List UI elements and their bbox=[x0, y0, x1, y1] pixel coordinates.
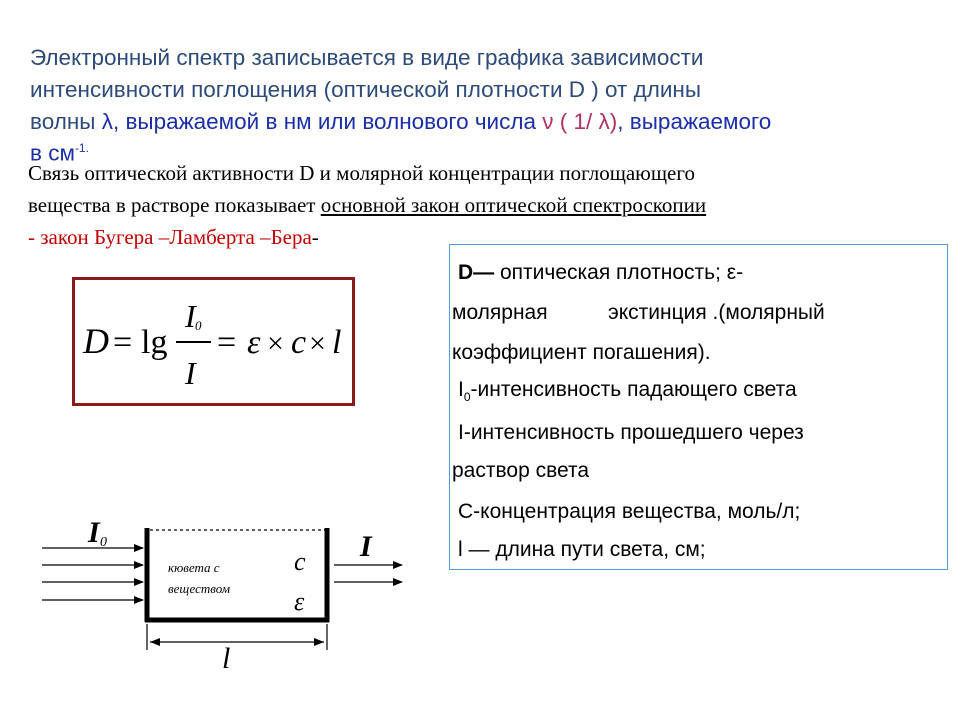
path-length-dimension bbox=[147, 624, 327, 650]
cuvette-diagram bbox=[0, 500, 440, 720]
formula-I0-sub: 0 bbox=[195, 318, 202, 333]
legend-i0: I bbox=[458, 378, 464, 401]
intro-line-1: Электронный спектр записывается в виде графика зависимости bbox=[30, 45, 704, 70]
diagram-i-out-label: I bbox=[360, 530, 372, 563]
legend-line-2a: молярная bbox=[452, 301, 548, 324]
formula-eq-1: = bbox=[113, 324, 133, 361]
formula-lg: lg bbox=[141, 324, 168, 361]
legend-line-5: I-интенсивность прошедшего через bbox=[458, 421, 804, 444]
legend-line-2b: экстинция .(молярный bbox=[608, 301, 825, 324]
legend-box bbox=[449, 244, 948, 570]
legend-line-8: l — длина пути света, см; bbox=[458, 538, 706, 561]
legend-line-3: коэффициент погашения). bbox=[452, 341, 711, 364]
law-line-3-a: - bbox=[28, 225, 41, 249]
intro-line-2: интенсивности поглощения (оптической плотности D ) от длины bbox=[30, 77, 702, 102]
formula-c: c bbox=[291, 324, 307, 361]
intro-line-3-a: волны bbox=[30, 109, 102, 134]
diagram-l-label: l bbox=[222, 642, 231, 675]
legend-line-4-rest: -интенсивность падающего света bbox=[470, 378, 797, 401]
law-line-3-b: - bbox=[311, 225, 319, 249]
cuvette-label-2: веществом bbox=[168, 581, 231, 596]
legend-line-1-rest: оптическая плотность; ε- bbox=[494, 261, 744, 284]
formula-D: D bbox=[83, 321, 109, 361]
intro-nu-text: ν ( 1/ λ) bbox=[542, 109, 618, 134]
diagram-c-label: c bbox=[294, 547, 306, 576]
formula-epsilon: ε bbox=[247, 324, 261, 361]
intro-lambda-text: λ, выражаемой в нм или волнового числа bbox=[101, 109, 543, 134]
law-line-2 bbox=[28, 189, 928, 221]
diagram-i0-label: I bbox=[88, 516, 100, 549]
intro-line-3 bbox=[30, 106, 930, 138]
law-line-2-a: вещества в растворе показывает bbox=[28, 193, 321, 217]
formula-eq-2: = bbox=[217, 324, 237, 361]
intro-line-4-text: в см bbox=[30, 140, 75, 166]
legend-d-label: D— bbox=[458, 261, 495, 284]
formula-times-2: × bbox=[309, 327, 326, 360]
legend-line-7: С-концентрация вещества, моль/л; bbox=[458, 500, 801, 523]
law-text bbox=[28, 157, 928, 253]
incoming-light-arrows bbox=[42, 548, 143, 600]
formula-I0: I bbox=[185, 298, 196, 334]
outgoing-light-arrows bbox=[334, 565, 402, 582]
legend-line-4 bbox=[458, 378, 797, 404]
formula-box bbox=[72, 277, 355, 406]
formula-l: l bbox=[332, 324, 342, 361]
intro-text bbox=[30, 42, 930, 164]
intro-line-4-sup: -1. bbox=[74, 141, 89, 155]
cuvette-label-1: кювета с bbox=[168, 560, 220, 575]
formula-I: I bbox=[185, 355, 196, 391]
law-underlined: основной закон оптической спектроскопии bbox=[320, 193, 707, 217]
intro-line-3-d: , выражаемого bbox=[617, 109, 772, 134]
diagram-epsilon-label: ε bbox=[294, 587, 305, 616]
formula-svg bbox=[75, 280, 352, 403]
legend-i0-sub: 0 bbox=[463, 390, 471, 405]
law-line-1: Связь оптической активности D и молярной концентрации поглощающего bbox=[28, 161, 695, 185]
legend-line-6: раствор света bbox=[452, 459, 590, 482]
legend-line-1 bbox=[458, 261, 743, 285]
diagram-i0-sub: 0 bbox=[100, 535, 107, 550]
formula-times-1: × bbox=[267, 327, 284, 360]
law-name: закон Бугера –Ламберта –Бера bbox=[40, 225, 312, 249]
